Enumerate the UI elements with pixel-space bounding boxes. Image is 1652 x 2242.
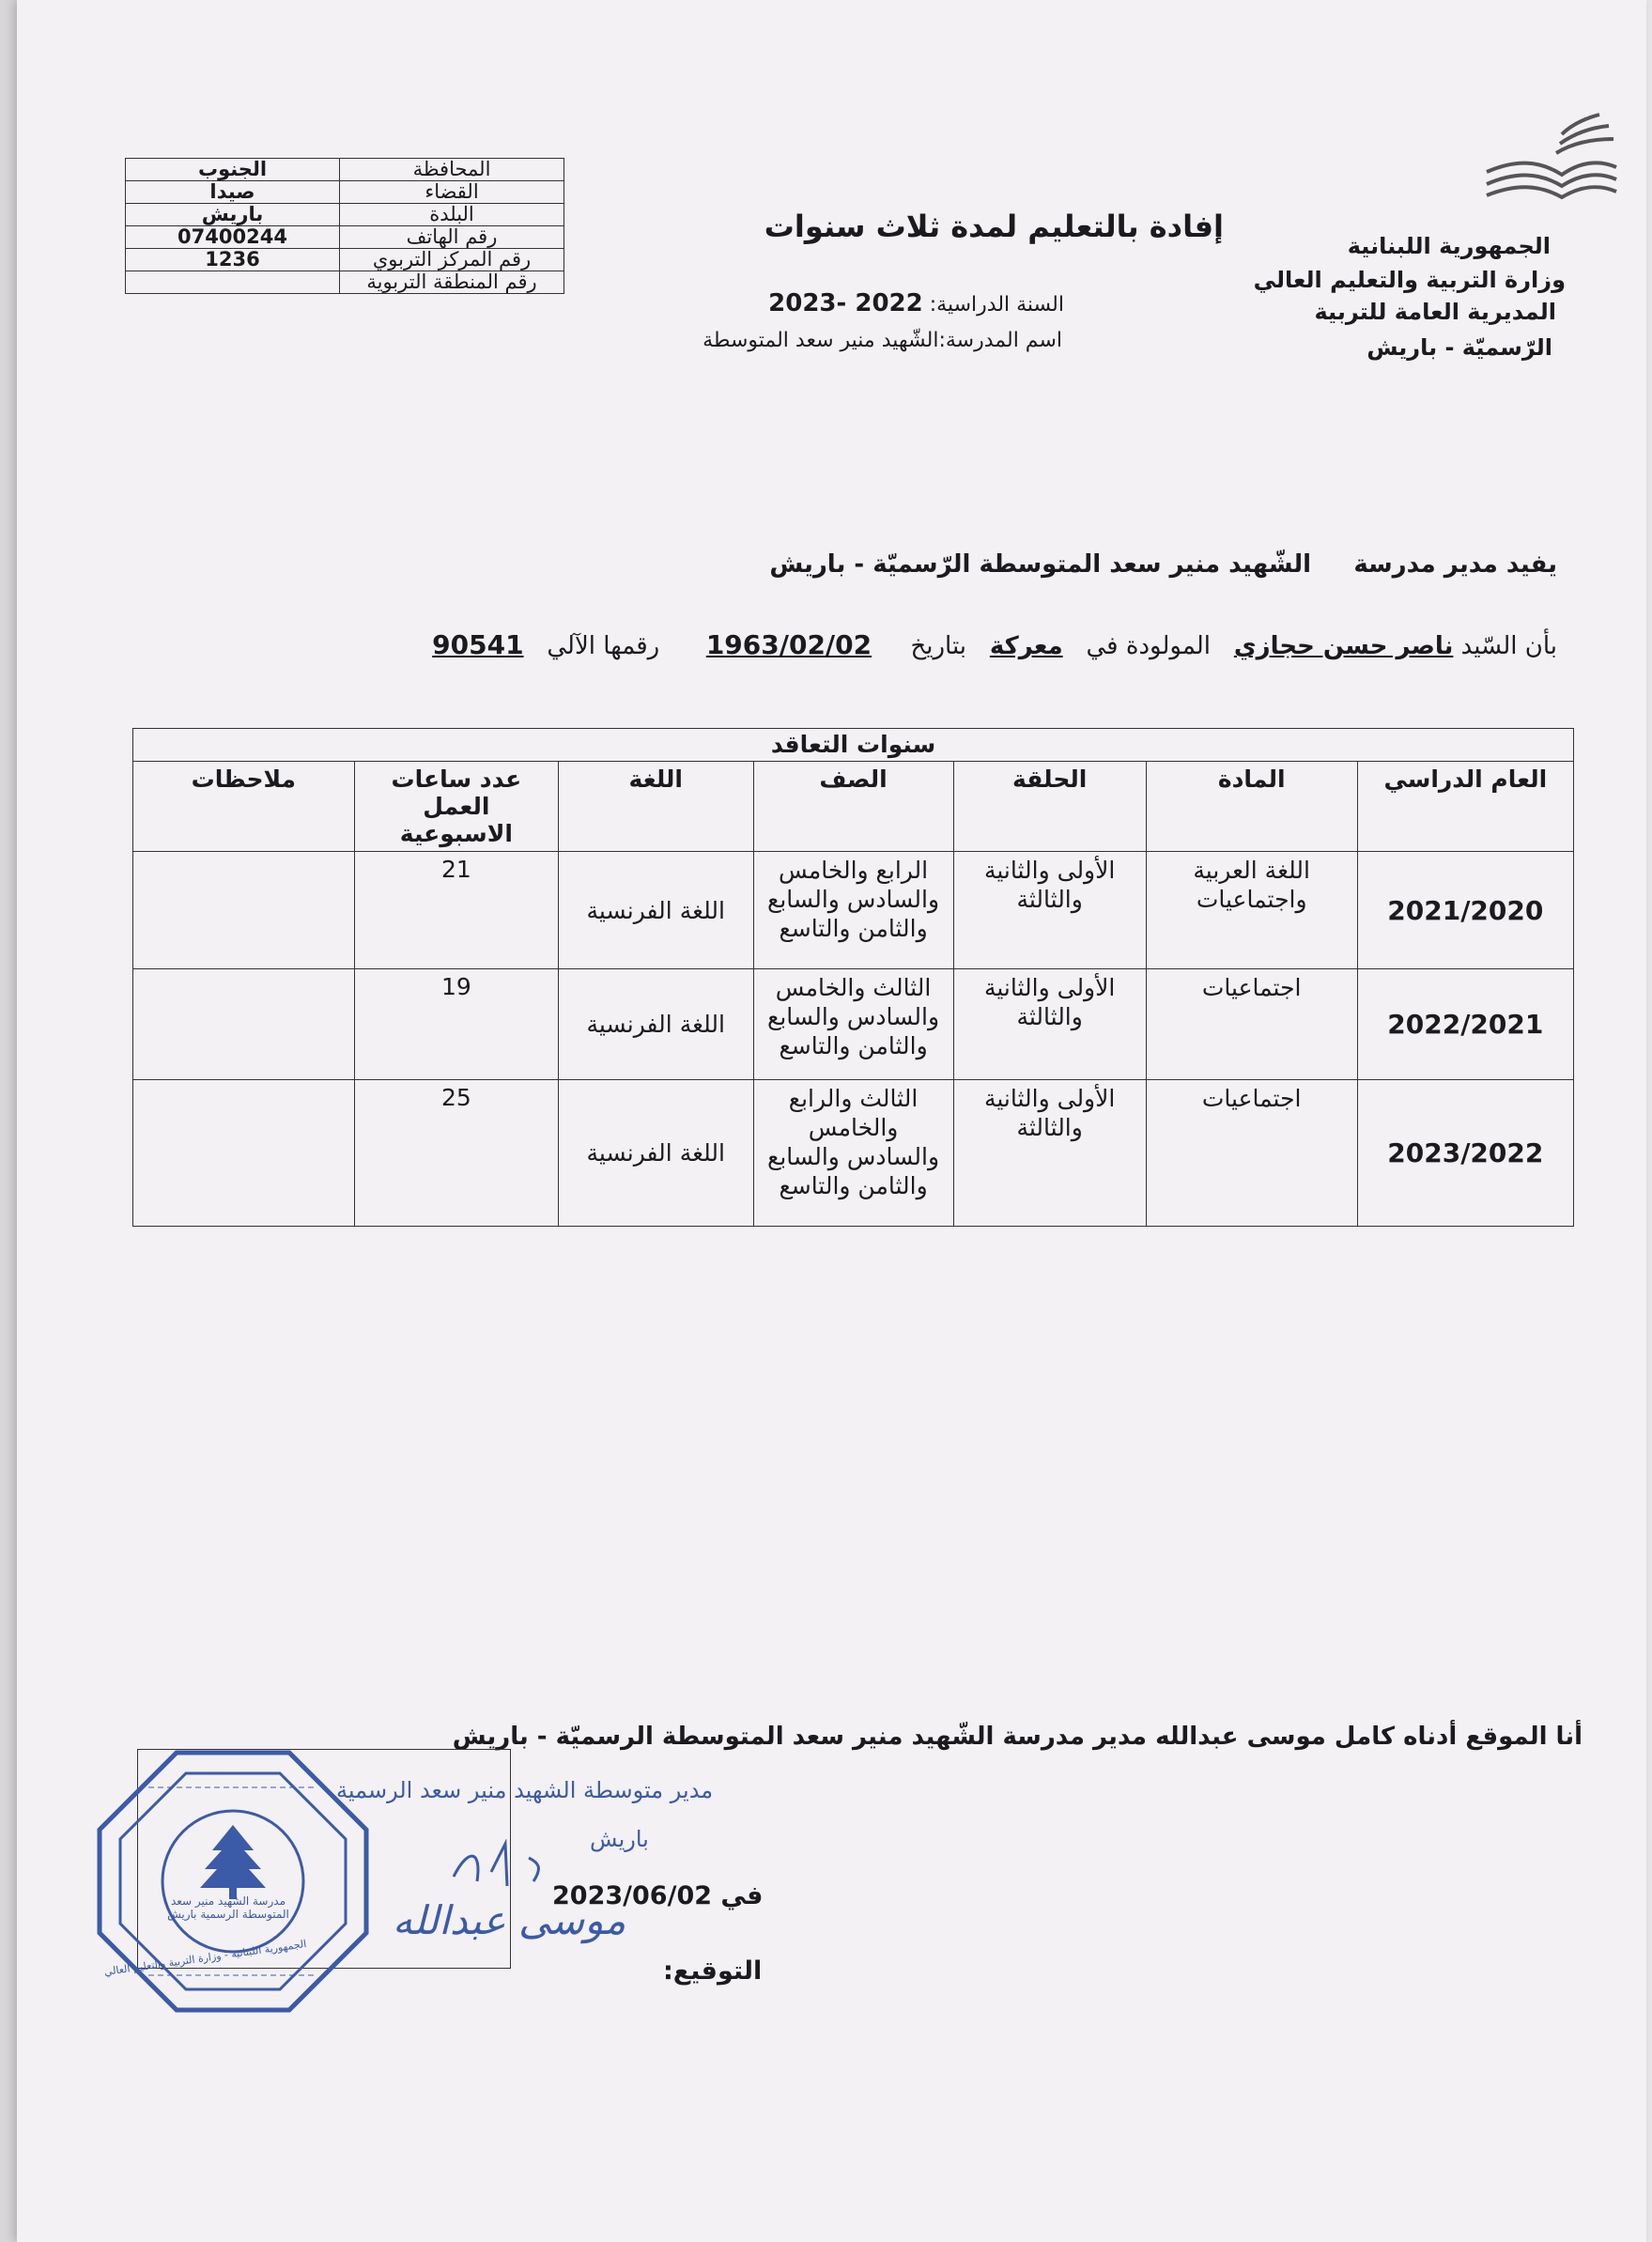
cell-grades: الرابع والخامس والسادس والسابع والثامن والتاسع [753, 852, 953, 969]
page-title: إفادة بالتعليم لمدة ثلاث سنوات [764, 209, 1224, 244]
info-label: رقم الهاتف [340, 226, 564, 249]
table-row [133, 969, 1574, 1080]
cell-notes [133, 969, 355, 1080]
column-header: الحلقة [953, 762, 1146, 852]
statement-line-2 [432, 629, 1557, 660]
statement-prefix: يفيد مدير مدرسة [1353, 550, 1557, 579]
school-year-value: 2022 -2023 [768, 289, 923, 317]
info-row [126, 159, 564, 181]
cell-year: 2022/2021 [1357, 969, 1573, 1080]
born-in-label: المولودة في [1086, 632, 1212, 660]
cell-language: اللغة الفرنسية [558, 969, 753, 1080]
cell-hours: 21 [354, 852, 558, 969]
info-label: البلدة [340, 204, 564, 226]
cell-subject: اجتماعيات [1146, 1080, 1357, 1227]
cell-grades: الثالث والرابع والخامس والسادس والسابع والثامن والتاسع [753, 1080, 953, 1227]
id-number: 90541 [432, 629, 524, 660]
column-header: عدد ساعات العمل الاسبوعية [354, 762, 558, 852]
birthplace: معركة [989, 632, 1063, 660]
column-header: اللغة [558, 762, 753, 852]
info-value: 07400244 [126, 226, 340, 249]
official-stamp-icon [92, 1745, 374, 2018]
info-row [126, 271, 564, 294]
cell-notes [133, 1080, 355, 1227]
info-value: باريش [126, 204, 340, 226]
column-header: الصف [753, 762, 953, 852]
school-short-label: الرّسميّة - باريش [1366, 334, 1552, 361]
cell-year: 2023/2022 [1357, 1080, 1573, 1227]
ministry-logo-icon [1459, 101, 1623, 205]
signature-scribble-icon [449, 1839, 571, 1895]
info-value: الجنوب [126, 159, 340, 181]
date-value: 2023/06/02 [552, 1881, 713, 1910]
side-stamp-line-1: مدير متوسطة الشهيد منير سعد الرسمية [336, 1777, 714, 1803]
info-row [126, 249, 564, 271]
info-label: رقم المنطقة التربوية [340, 271, 564, 294]
cell-language: اللغة الفرنسية [558, 1080, 753, 1227]
school-name-line: اسم المدرسة:الشّهيد منير سعد المتوسطة [702, 329, 1062, 352]
column-header: المادة [1146, 762, 1357, 852]
school-year-line [768, 289, 1064, 317]
column-header: ملاحظات [133, 762, 355, 852]
statement-line2-prefix: بأن السّيد [1460, 632, 1557, 660]
id-label: رقمها الآلي [547, 632, 660, 660]
info-value: 1236 [126, 249, 340, 271]
cell-cycle: الأولى والثانية والثالثة [953, 969, 1146, 1080]
cell-subject: اللغة العربية واجتماعيات [1146, 852, 1357, 969]
cell-cycle: الأولى والثانية والثالثة [953, 1080, 1146, 1227]
table-row [133, 852, 1574, 969]
school-year-label: السنة الدراسية: [929, 293, 1064, 317]
person-name: ناصر حسن حجازي [1233, 632, 1454, 660]
birth-date: 1963/02/02 [705, 629, 872, 660]
statement-school: الشّهيد منير سعد المتوسطة الرّسميّة - باريش [769, 550, 1312, 579]
cell-language: اللغة الفرنسية [558, 852, 753, 969]
info-label: رقم المركز التربوي [340, 249, 564, 271]
date-label: في [720, 1881, 764, 1910]
cell-grades: الثالث والخامس والسادس والسابع والثامن والتاسع [753, 969, 953, 1080]
info-label: المحافظة [340, 159, 564, 181]
republic-label: الجمهورية اللبنانية [1347, 233, 1551, 259]
on-date-label: بتاريخ [910, 632, 967, 660]
declaration-line: أنا الموقع أدناه كامل موسى عبدالله مدير مدرسة الشّهيد منير سعد المتوسطة الرسميّة - باريش [452, 1723, 1583, 1751]
stamp-center-text: مدرسة الشهيد منير سعد المتوسطة الرسمية باريش [167, 1894, 289, 1921]
stamp-ring-text: الجمهورية اللبنانية - وزارة التربية والتعليم العالي [103, 1937, 308, 1979]
column-header: العام الدراسي [1357, 762, 1573, 852]
cell-cycle: الأولى والثانية والثالثة [953, 852, 1146, 969]
info-row [126, 204, 564, 226]
contract-table [132, 728, 1574, 1227]
info-value: صيدا [126, 181, 340, 204]
cell-subject: اجتماعيات [1146, 969, 1357, 1080]
contract-table-caption: سنوات التعاقد [133, 729, 1574, 762]
table-row [133, 1080, 1574, 1227]
side-stamp-line-2: باريش [590, 1826, 649, 1852]
cell-hours: 25 [354, 1080, 558, 1227]
page-edge [0, 0, 17, 2242]
info-value [126, 271, 340, 294]
info-table [125, 158, 564, 294]
signature-label: التوقيع: [663, 1956, 763, 1986]
info-row [126, 226, 564, 249]
cell-notes [133, 852, 355, 969]
info-label: القضاء [340, 181, 564, 204]
statement-line-1 [769, 550, 1557, 579]
document-page [17, 0, 1646, 2242]
cell-year: 2021/2020 [1357, 852, 1573, 969]
handwritten-signature: موسى عبدالله [393, 1897, 626, 1943]
cell-hours: 19 [354, 969, 558, 1080]
info-row [126, 181, 564, 204]
directorate-label: المديرية العامة للتربية [1314, 299, 1556, 325]
ministry-label: وزارة التربية والتعليم العالي [1253, 267, 1566, 293]
